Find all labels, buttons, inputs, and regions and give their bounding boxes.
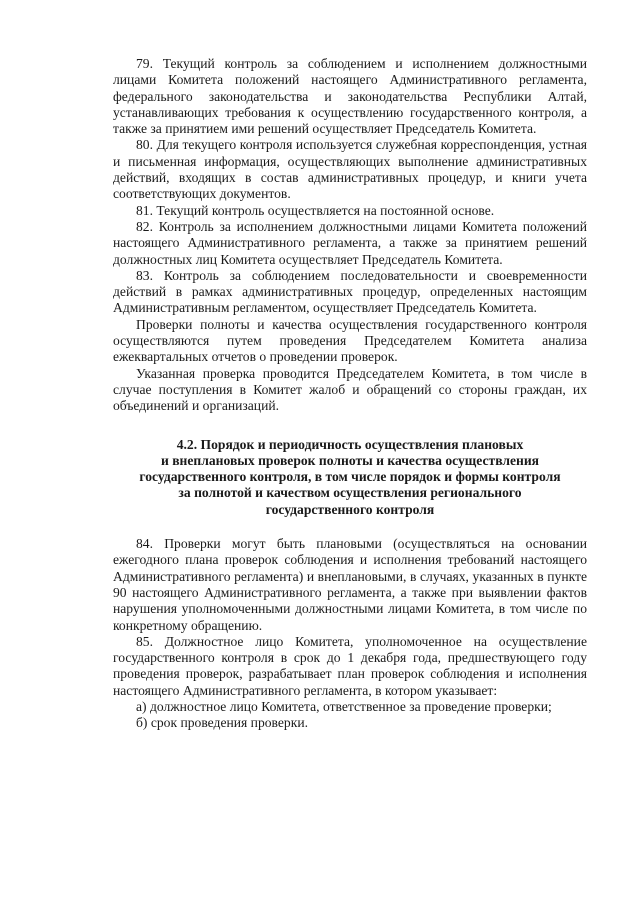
heading-line: государственного контроля — [265, 501, 435, 517]
heading-line: 4.2. Порядок и периодичность осуществления плановых — [176, 436, 524, 452]
paragraph-83: 83. Контроль за соблюдением последовательности и своевременности действий в рамках административных процедур, определенных настоящим Административным регламентом, осуществляет Председатель Комитета. — [113, 267, 587, 316]
paragraph-84: 84. Проверки могут быть плановыми (осуществляться на основании ежегодного плана проверок соблюдения и исполнения требований настоящего Административного регламента) и внеплановыми, в случаях, указанных в пункте 90 настоящего Административного регламента, а также при выявлении фактов нарушения уполномоченными должностными лицами Комитета, в том числе по конкретному обращению. — [113, 536, 587, 633]
paragraph-85: 85. Должностное лицо Комитета, уполномоченное на осуществление государственного контроля в срок до 1 декабря года, предшествующего году проведения проверок, разрабатывает план проверок соблюдения и исполнения настоящего Административного регламента, в котором указывает: — [113, 633, 587, 698]
paragraph-check-conduct: Указанная проверка проводится Председателем Комитета, в том числе в случае поступления в Комитет жалоб и обращений со стороны граждан, их объединений и организаций. — [113, 365, 587, 414]
section-heading-4-2 — [113, 437, 587, 518]
list-item-a: а) должностное лицо Комитета, ответственное за проведение проверки; — [136, 698, 552, 714]
paragraph-80: 80. Для текущего контроля используется служебная корреспонденция, устная и письменная информация, осуществляющих выполнение административных действий, входящих в состав административных процедур, и книги учета соответствующих документов. — [113, 137, 587, 202]
heading-line: и внеплановых проверок полноты и качества осуществления — [160, 452, 540, 468]
heading-line: за полнотой и качеством осуществления регионального — [178, 485, 522, 501]
paragraph-checks: Проверки полноты и качества осуществления государственного контроля осуществляются путем проведения Председателем Комитета анализа ежеквартальных отчетов о проведении проверок. — [113, 316, 587, 365]
list-item-b: б) срок проведения проверки. — [136, 715, 308, 731]
document-page — [113, 56, 587, 732]
paragraph-79: 79. Текущий контроль за соблюдением и исполнением должностными лицами Комитета положений настоящего Административного регламента, федерального законодательства и законодательства Республики Алтай, устанавливающих требования к осуществлению государственного контроля, а также за принятием ими решений осуществляет Председатель Комитета. — [113, 56, 587, 137]
paragraph-81: 81. Текущий контроль осуществляется на постоянной основе. — [136, 202, 495, 218]
heading-line: государственного контроля, в том числе порядок и формы контроля — [139, 469, 561, 485]
paragraph-82: 82. Контроль за исполнением должностными лицами Комитета положений настоящего Административного регламента, а также за принятием решений должностных лиц Комитета осуществляет Председатель Комитета. — [113, 218, 587, 267]
